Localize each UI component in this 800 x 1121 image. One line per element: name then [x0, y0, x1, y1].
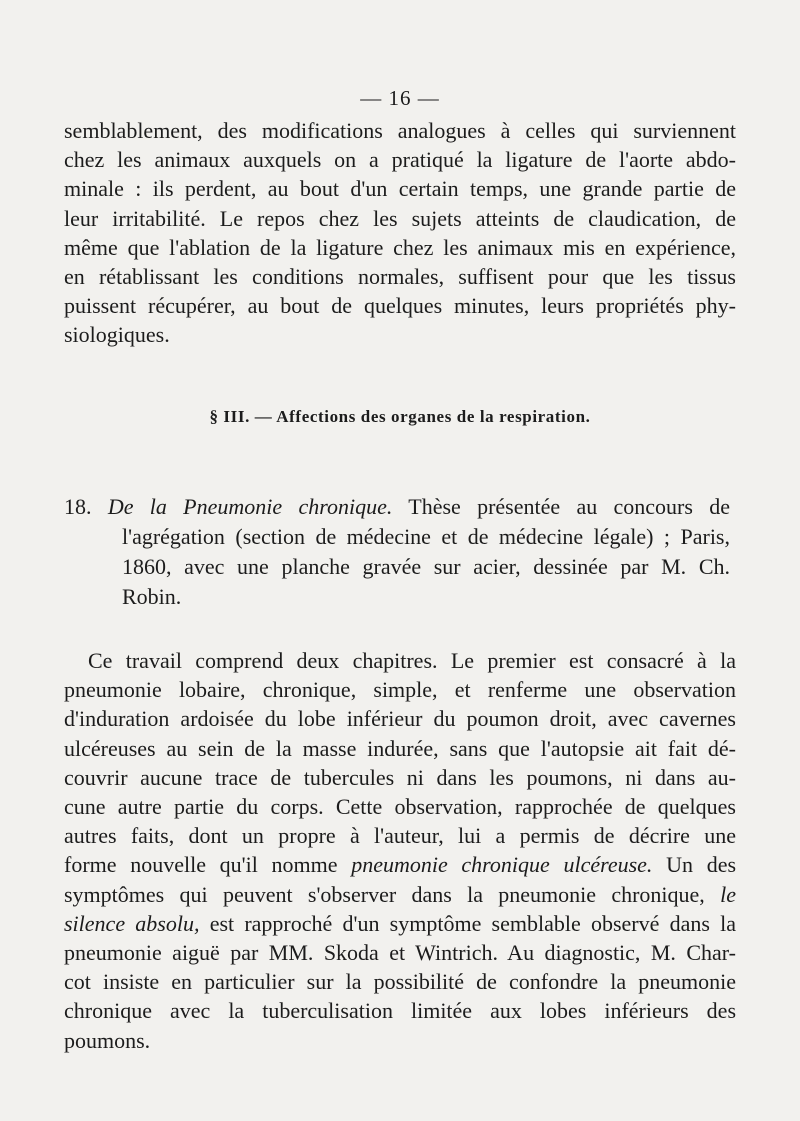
page-number: — 16 —: [360, 86, 440, 110]
text-line: cot insiste en particulier sur la possibilité de confondre la pneumonie: [64, 969, 736, 995]
line-segment: symptômes qui peuvent s'observer dans la pneumonie chronique,: [64, 881, 705, 907]
entry-number: 18.: [64, 494, 92, 519]
italic-term: le: [720, 881, 737, 907]
paragraph-summary: [64, 646, 736, 1055]
italic-term: silence absolu,: [64, 910, 200, 936]
entry-line: 1860, avec une planche gravée sur acier, dessinée par M. Ch.: [122, 554, 730, 579]
entry-description: Thèse présentée au concours de: [408, 494, 730, 519]
text-line: chez les animaux auxquels on a pratiqué la ligature de l'aorte abdo-: [64, 147, 736, 173]
text-line: pneumonie aiguë par MM. Skoda et Wintrich. Au diagnostic, M. Char-: [64, 940, 736, 966]
text-line: ulcéreuses au sein de la masse indurée, sans que l'autopsie ait fait dé-: [64, 735, 736, 761]
text-line: couvrir aucune trace de tubercules ni dans les poumons, ni dans au-: [64, 764, 736, 790]
entry-line: Robin.: [122, 584, 182, 609]
entry-title: De la Pneumonie chronique.: [107, 494, 393, 519]
text-line: en rétablissant les conditions normales, suffisent pour que les tissus: [64, 264, 736, 290]
text-line: minale : ils perdent, au bout d'un certain temps, une grande partie de: [64, 176, 736, 202]
text-line: leur irritabilité. Le repos chez les sujets atteints de claudication, de: [64, 205, 736, 231]
text-line: [64, 880, 736, 909]
text-line: cune autre partie du corps. Cette observation, rapprochée de quelques: [64, 794, 736, 820]
text-line: [64, 909, 736, 938]
text-line: puissent récupérer, au bout de quelques minutes, leurs propriétés phy-: [64, 293, 736, 319]
bibliography-entry: [64, 492, 730, 612]
text-line: semblablement, des modifications analogues à celles qui surviennent: [64, 118, 736, 143]
text-line: poumons.: [64, 1027, 151, 1053]
text-line: d'induration ardoisée du lobe inférieur du poumon droit, avec cavernes: [64, 706, 736, 732]
text-line: même que l'ablation de la ligature chez les animaux mis en expérience,: [64, 234, 736, 260]
entry-line: [64, 492, 730, 522]
text-line: autres faits, dont un propre à l'auteur, lui a permis de décrire une: [64, 823, 736, 849]
line-segment: forme nouvelle qu'il nomme: [64, 852, 338, 878]
text-line: siologiques.: [64, 322, 170, 348]
italic-term: pneumonie chronique ulcéreuse.: [351, 852, 653, 878]
text-line: pneumonie lobaire, chronique, simple, et renferme une observation: [64, 677, 736, 703]
text-line: Ce travail comprend deux chapitres. Le premier est consacré à la: [88, 648, 736, 673]
entry-line: l'agrégation (section de médecine et de médecine légale) ; Paris,: [122, 524, 730, 549]
text-line: chronique avec la tuberculisation limitée aux lobes inférieurs des: [64, 998, 736, 1024]
paragraph-claudication: [64, 116, 736, 350]
text-line: [64, 850, 736, 879]
line-segment: Un des: [666, 852, 737, 878]
section-heading: § III. — Affections des organes de la respiration.: [209, 407, 591, 426]
line-segment: est rapproché d'un symptôme semblable observé dans la: [209, 910, 736, 936]
